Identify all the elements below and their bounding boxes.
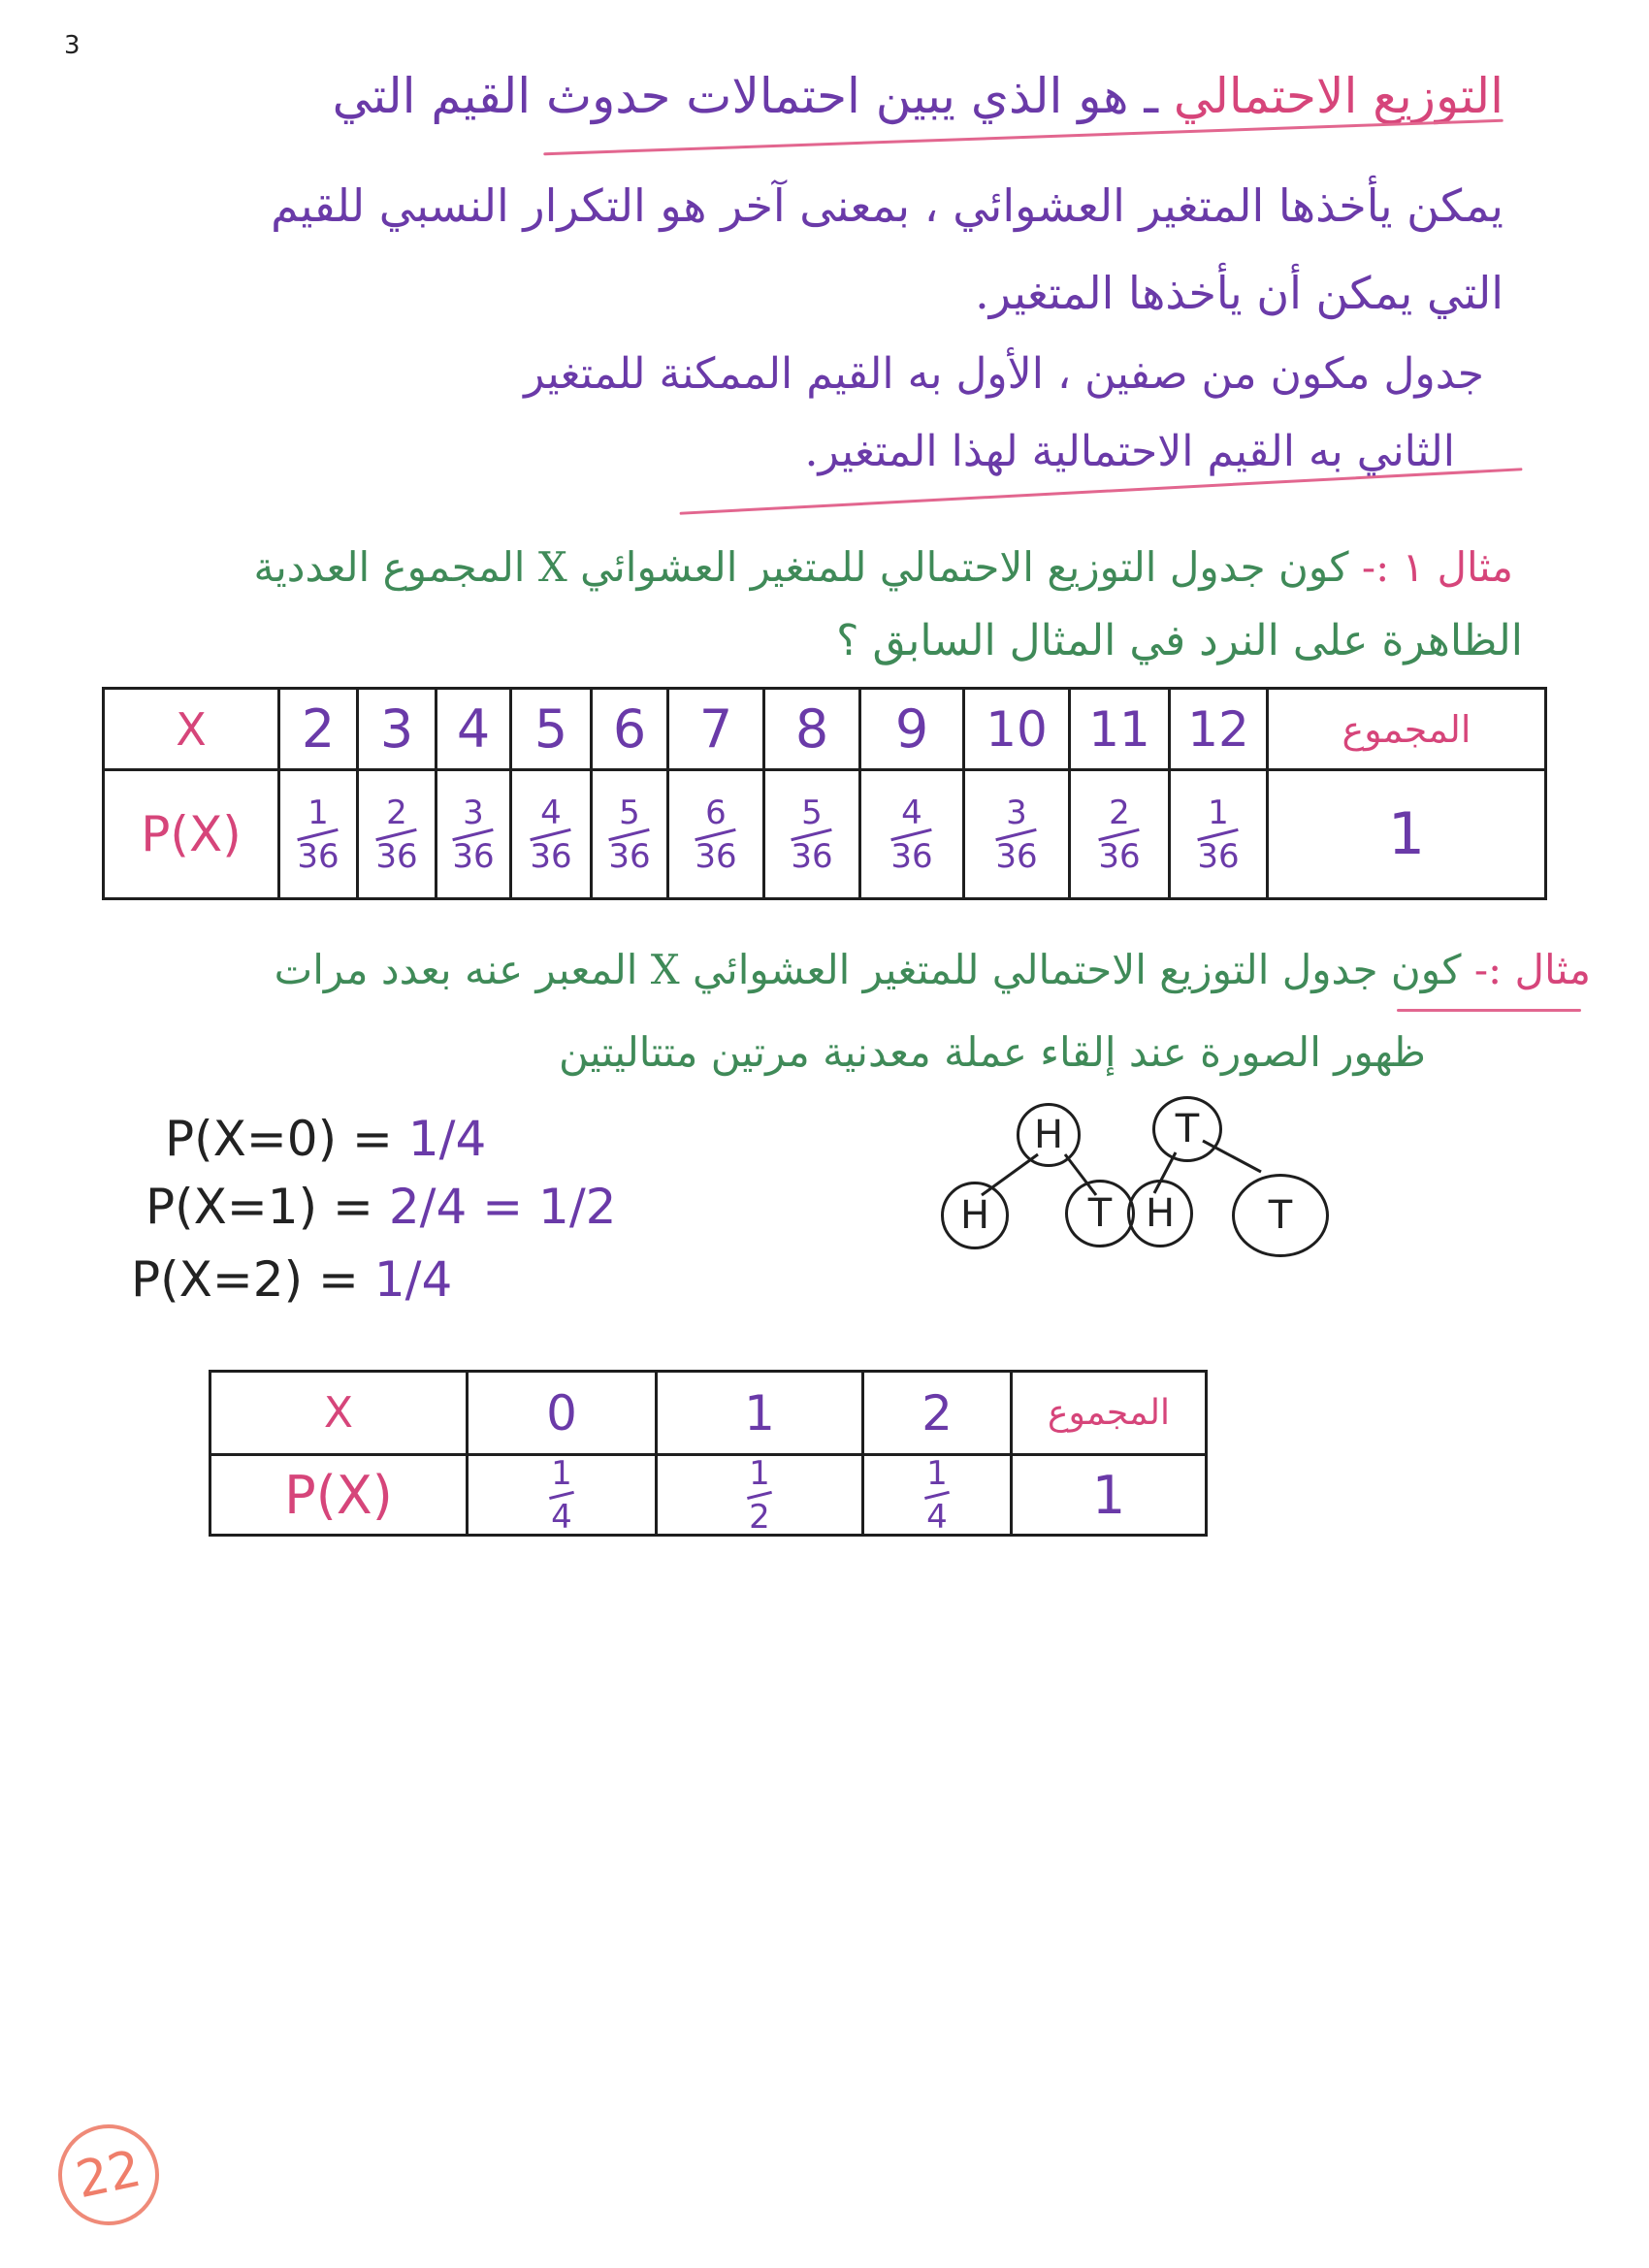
tree-leaf-heads: H	[941, 1182, 1009, 1249]
table1-p-cell: 4 36	[860, 770, 964, 899]
definition-line-1-text: هو الذي يبين احتمالات حدوث القيم التي	[332, 68, 1129, 124]
table2-total-value: 1	[1012, 1455, 1207, 1536]
table1-x-cell: 3	[358, 689, 436, 770]
definition-line-5: الثاني به القيم الاحتمالية لهذا المتغير.	[804, 427, 1455, 476]
definition-line-3: التي يمكن أن يأخذها المتغير.	[975, 267, 1504, 319]
example1-line-1-text: كون جدول التوزيع الاحتمالي للمتغير العشوائي X المجموع العددية	[253, 543, 1349, 591]
distribution-table-coin	[209, 1370, 1208, 1537]
table1-p-cell: 2 36	[358, 770, 436, 899]
definition-line-2: يمكن يأخذها المتغير العشوائي ، بمعنى آخر هو التكرار النسبي للقيم	[271, 179, 1504, 232]
table1-header-x: X	[104, 689, 279, 770]
table2-p-cell: 1 4	[468, 1455, 657, 1536]
table2-x-cell: 0	[468, 1372, 657, 1455]
table1-p-cell: 1 36	[1170, 770, 1268, 899]
formula-p2: P(X=2) = 1/4	[131, 1251, 453, 1308]
table2-p-cell: 1 4	[863, 1455, 1012, 1536]
example1-line-2: الظاهرة على النرد في المثال السابق ؟	[836, 616, 1523, 665]
table2-total-label: المجموع	[1012, 1372, 1207, 1455]
table1-p-cell: 6 36	[668, 770, 764, 899]
table1-p-cell: 4 36	[511, 770, 592, 899]
example1-label: مثال ١ :-	[1361, 543, 1513, 591]
table2-header-x: X	[210, 1372, 468, 1455]
table1-row-label: P(X)	[104, 770, 279, 899]
table1-p-cell: 3 36	[964, 770, 1070, 899]
table1-x-cell: 8	[764, 689, 860, 770]
underline-definition	[543, 119, 1504, 156]
table1-total-value: 1	[1268, 770, 1546, 899]
table1-x-cell: 4	[436, 689, 511, 770]
underline-example2	[1397, 1009, 1581, 1012]
distribution-table-dice	[102, 687, 1547, 900]
definition-term: التوزيع الاحتمالي	[1173, 68, 1504, 124]
tree-leaf-tails: T	[1232, 1174, 1329, 1257]
page-stamp: 22	[48, 2115, 168, 2234]
table1-x-cell: 2	[279, 689, 358, 770]
table1-p-cell: 1 36	[279, 770, 358, 899]
table1-total-label: المجموع	[1268, 689, 1546, 770]
table2-x-cell: 2	[863, 1372, 1012, 1455]
tree-root-right-tails: T	[1152, 1096, 1222, 1162]
table1-p-cell: 5 36	[592, 770, 668, 899]
definition-line-1	[333, 68, 1504, 124]
example1-line-1	[254, 543, 1513, 591]
table2-p-cell: 1 2	[657, 1455, 863, 1536]
table1-x-cell: 6	[592, 689, 668, 770]
table2-x-cell: 1	[657, 1372, 863, 1455]
example2-line-1	[275, 946, 1591, 993]
formula-p0: P(X=0) = 1/4	[165, 1111, 487, 1167]
formula-p1: P(X=1) = 2/4 = 1/2	[146, 1179, 617, 1235]
table1-p-cell: 2 36	[1070, 770, 1170, 899]
table2-row-label: P(X)	[210, 1455, 468, 1536]
tree-root-left-heads: H	[1017, 1103, 1081, 1167]
table1-x-cell: 12	[1170, 689, 1268, 770]
table1-p-cell: 3 36	[436, 770, 511, 899]
table1-x-cell: 7	[668, 689, 764, 770]
example2-line-1-text: كون جدول التوزيع الاحتمالي للمتغير العشوائي X المعبر عنه بعدد مرات	[274, 946, 1462, 993]
definition-dash: ـ	[1144, 68, 1159, 124]
table1-x-cell: 9	[860, 689, 964, 770]
table1-x-cell: 10	[964, 689, 1070, 770]
table1-p-cell: 5 36	[764, 770, 860, 899]
page-number: 3	[64, 31, 81, 60]
definition-line-4: جدول مكون من صفين ، الأول به القيم الممكنة للمتغير	[524, 349, 1484, 399]
table1-x-cell: 11	[1070, 689, 1170, 770]
table1-x-cell: 5	[511, 689, 592, 770]
tree-leaf-heads: H	[1127, 1180, 1193, 1247]
example2-label: مثال :-	[1473, 946, 1591, 993]
tree-leaf-tails: T	[1065, 1180, 1135, 1247]
example2-line-2: ظهور الصورة عند إلقاء عملة معدنية مرتين متتاليتين	[558, 1028, 1426, 1076]
